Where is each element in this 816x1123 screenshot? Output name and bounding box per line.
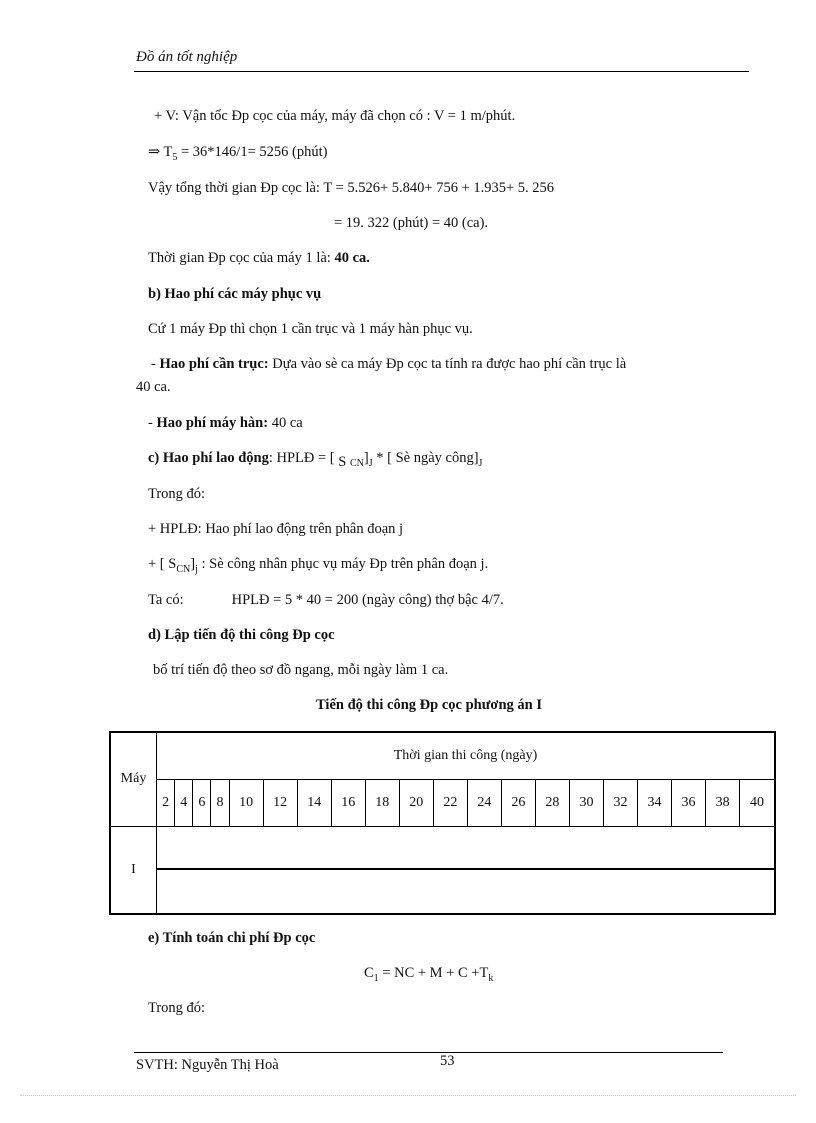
heading-e: e) Tính toán chi phí Đp cọc (148, 930, 316, 946)
table-title: Tiến độ thi công Đp cọc phương án I (316, 697, 542, 713)
machine-header: Máy (110, 732, 157, 826)
line-total-time: Vậy tổng thời gian Đp cọc là: T = 5.526+ 5.840+ 756 + 1.935+ 5. 256 (148, 180, 555, 196)
line-crane-cost-cont: 40 ca. (136, 379, 171, 395)
day-cell: 20 (399, 779, 433, 826)
line-velocity: + V: Vận tốc Đp cọc của máy, máy đã chọn có : V = 1 m/phút. (154, 108, 516, 124)
heading-d: d) Lập tiến độ thi công Đp cọc (148, 627, 335, 643)
day-cell: 10 (229, 779, 263, 826)
day-cell: 18 (365, 779, 399, 826)
day-cell: 40 (740, 779, 775, 826)
schedule-table (109, 731, 776, 915)
day-cell: 26 (501, 779, 535, 826)
machine-row-label: I (110, 826, 157, 914)
day-cell: 22 (433, 779, 467, 826)
time-header: Thời gian thi công (ngày) (157, 732, 776, 779)
day-cell: 34 (638, 779, 672, 826)
line-machine-time: Thời gian Đp cọc của máy 1 là: 40 ca. (148, 250, 370, 266)
day-cell: 6 (193, 779, 211, 826)
day-cell: 8 (211, 779, 229, 826)
heading-b: b) Hao phí các máy phục vụ (148, 286, 322, 302)
line-labor-cost: c) Hao phí lao động: HPLĐ = [ S $_{CN}]_J$ * [ Sè ngày $công]_J$ (148, 450, 483, 470)
day-cell: 32 (603, 779, 637, 826)
line-scn-def: + [ $S_{CN}]_j$ : Sè công nhân phục vụ máy Đp trên phân đoạn j. (148, 556, 489, 575)
line-schedule-note: bố trí tiến độ theo sơ đồ ngang, mỗi ngày làm 1 ca. (153, 662, 449, 678)
day-cell: 36 (672, 779, 706, 826)
day-cell: 28 (535, 779, 569, 826)
day-cell: 4 (175, 779, 193, 826)
line-total-result: = 19. 322 (phút) = 40 (ca). (334, 215, 489, 231)
day-cell: 12 (263, 779, 297, 826)
line-hpld-calc: Ta có: HPLĐ = 5 * 40 = 200 (ngày công) thợ bậc 4/7. (148, 592, 504, 608)
schedule-empty-row (157, 869, 776, 914)
footer-author: SVTH: Nguyễn Thị Hoà (136, 1057, 279, 1073)
day-cell: 14 (297, 779, 331, 826)
page-number: 53 (440, 1053, 455, 1069)
line-t5: ⇒ $T_5 = 36*146/1= 5256$ (phút) (148, 144, 328, 163)
day-cell: 24 (467, 779, 501, 826)
day-cell: 2 (157, 779, 175, 826)
line-where-2: Trong đó: (148, 1000, 206, 1016)
line-service-machines: Cứ 1 máy Đp thì chọn 1 cần trục và 1 máy hàn phục vụ. (148, 321, 473, 337)
day-cell: 38 (706, 779, 740, 826)
line-hpld-def: + HPLĐ: Hao phí lao động trên phân đoạn j (148, 521, 404, 537)
header-rule (134, 71, 749, 72)
line-welder-cost: - Hao phí máy hàn: 40 ca (148, 415, 303, 431)
formula-c1: $C_1$ = NC + $M + C +T_k$ (364, 965, 494, 984)
page-header: Đồ án tốt nghiệp (136, 49, 238, 65)
day-cell: 30 (569, 779, 603, 826)
schedule-bar-row (157, 826, 776, 869)
day-cell: 16 (331, 779, 365, 826)
line-crane-cost: - Hao phí cần trục: Dựa vào sè ca máy Đp cọc ta tính ra được hao phí cần trục là (151, 356, 627, 372)
page-edge (20, 1095, 796, 1096)
footer-rule (134, 1052, 723, 1053)
line-where: Trong đó: (148, 486, 206, 502)
